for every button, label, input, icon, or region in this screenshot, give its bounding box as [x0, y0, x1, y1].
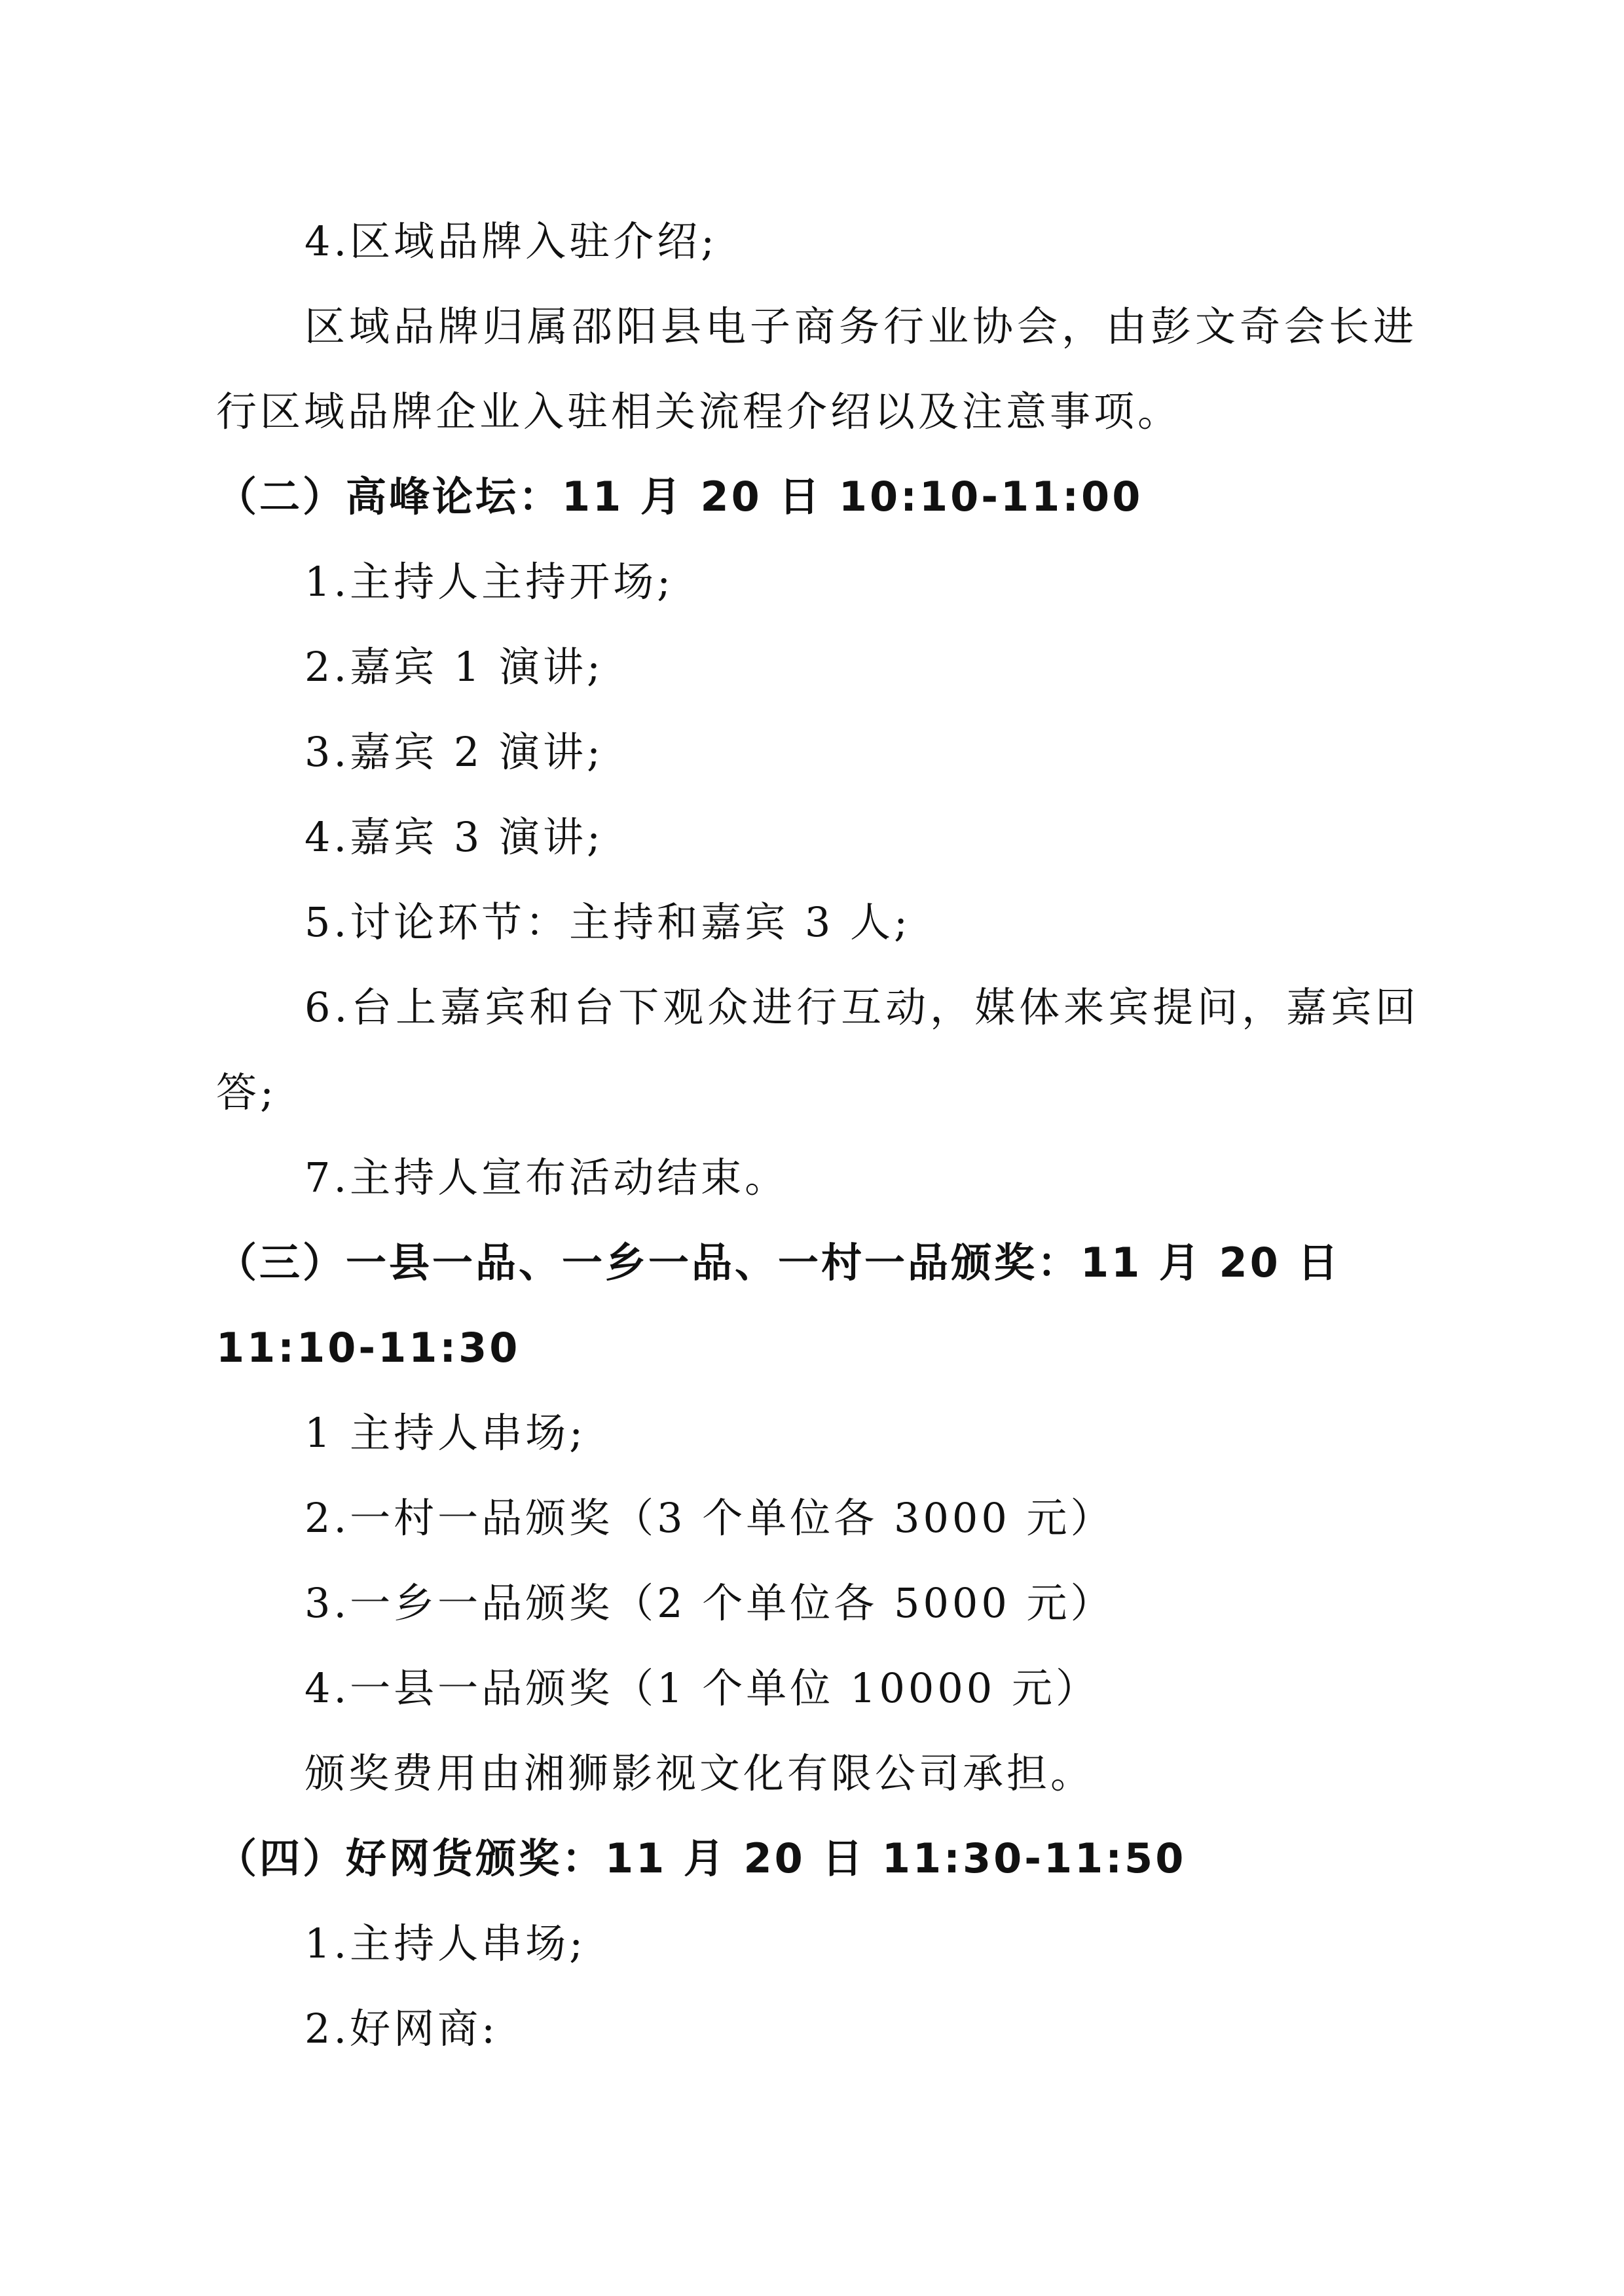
section-heading-award-ceremony: （三）一县一品、一乡一品、一村一品颁奖：11 月 20 日 — [216, 1239, 1341, 1286]
list-item: 7.主持人宣布活动结束。 — [304, 1154, 789, 1201]
list-item: 3.一乡一品颁奖（2 个单位各 5000 元） — [304, 1579, 1115, 1627]
section-heading-summit-forum: （二）高峰论坛：11 月 20 日 10:10-11:00 — [216, 473, 1143, 520]
section-heading-time-continuation: 11:10-11:30 — [216, 1324, 521, 1372]
list-item: 3.嘉宾 2 演讲; — [304, 728, 604, 776]
paragraph-line: 颁奖费用由湘狮影视文化有限公司承担。 — [304, 1749, 1095, 1797]
list-item: 6.台上嘉宾和台下观众进行互动，媒体来宾提问，嘉宾回 — [304, 983, 1420, 1031]
list-item: 5.讨论环节：主持和嘉宾 3 人; — [304, 898, 911, 946]
list-item: 2.一村一品颁奖（3 个单位各 3000 元） — [304, 1494, 1115, 1542]
paragraph-line: 行区域品牌企业入驻相关流程介绍以及注意事项。 — [216, 388, 1182, 435]
list-item: 4.一县一品颁奖（1 个单位 10000 元） — [304, 1664, 1099, 1712]
list-item: 1.主持人主持开场; — [304, 558, 674, 606]
list-item-continuation: 答; — [216, 1068, 277, 1116]
section-heading-good-goods-award: （四）好网货颁奖：11 月 20 日 11:30-11:50 — [216, 1834, 1187, 1882]
list-item: 1 主持人串场; — [304, 1409, 587, 1457]
list-item: 2.好网商: — [304, 2005, 499, 2052]
list-item: 1.主持人串场; — [304, 1920, 587, 1967]
list-item: 2.嘉宾 1 演讲; — [304, 643, 604, 691]
list-item: 4.嘉宾 3 演讲; — [304, 813, 604, 861]
list-item-regional-brand-intro: 4.区域品牌入驻介绍; — [304, 217, 718, 265]
paragraph-line: 区域品牌归属邵阳县电子商务行业协会，由彭文奇会长进 — [304, 302, 1418, 350]
